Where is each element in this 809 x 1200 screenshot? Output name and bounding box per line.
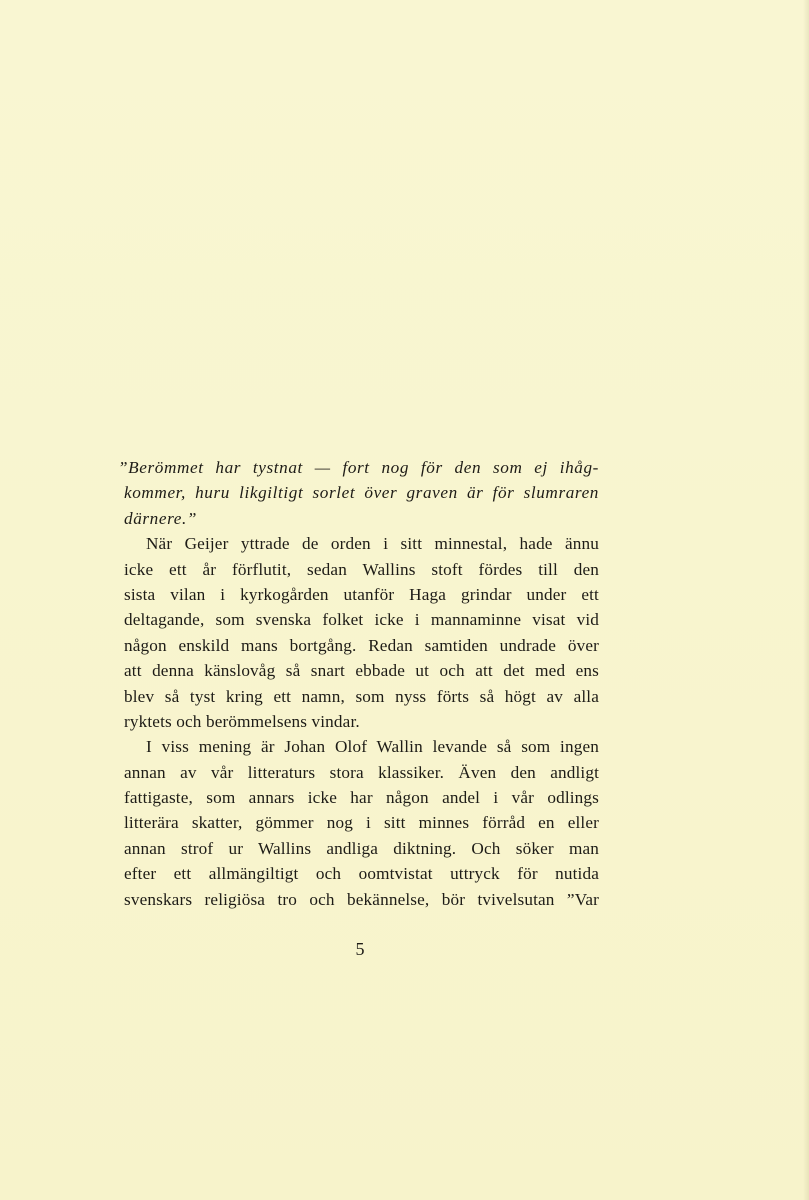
paragraph-line: icke ett år förflutit, sedan Wallins stoft fördes till den (124, 559, 599, 579)
paragraph-line: att denna känslovåg så snart ebbade ut och att det med ens (124, 661, 599, 681)
paragraph-line: litterära skatter, gömmer nog i sitt minnes förråd en eller (124, 813, 599, 833)
page-number: 5 (355, 939, 365, 959)
paragraph-line: någon enskild mans bortgång. Redan samtiden undrade över (124, 635, 599, 655)
paragraph-line: fattigaste, som annars icke har någon andel i vår odlings (124, 788, 599, 808)
paragraph-line: annan strof ur Wallins andliga diktning. Och söker man (124, 838, 599, 858)
paragraph-line: efter ett allmängiltigt och oomtvistat uttryck för nutida (124, 864, 599, 884)
quote-line: kommer, huru likgiltigt sorlet över graven är för slumraren (124, 483, 599, 503)
quote-line: ”Berömmet har tystnat — fort nog för den som ej ihåg- (118, 458, 599, 477)
quote-line: därnere.” (124, 508, 198, 528)
paragraph-line: I viss mening är Johan Olof Wallin levande så som ingen (146, 737, 599, 757)
paragraph-line: annan av vår litteraturs stora klassiker. Även den andligt (124, 762, 599, 782)
page-edge-shadow (803, 0, 809, 1200)
body-text (118, 455, 599, 912)
paragraph-line: deltagande, som svenska folket icke i mannaminne visat vid (124, 610, 599, 630)
paragraph-line: svenskars religiösa tro och bekännelse, bör tvivelsutan ”Var (124, 889, 599, 909)
paragraph-line: sista vilan i kyrkogården utanför Haga grindar under ett (124, 584, 599, 604)
paragraph-line: När Geijer yttrade de orden i sitt minnestal, hade ännu (146, 534, 599, 554)
paragraph-line: blev så tyst kring ett namn, som nyss förts så högt av alla (124, 686, 599, 706)
paragraph-line: ryktets och berömmelsens vindar. (124, 711, 360, 731)
